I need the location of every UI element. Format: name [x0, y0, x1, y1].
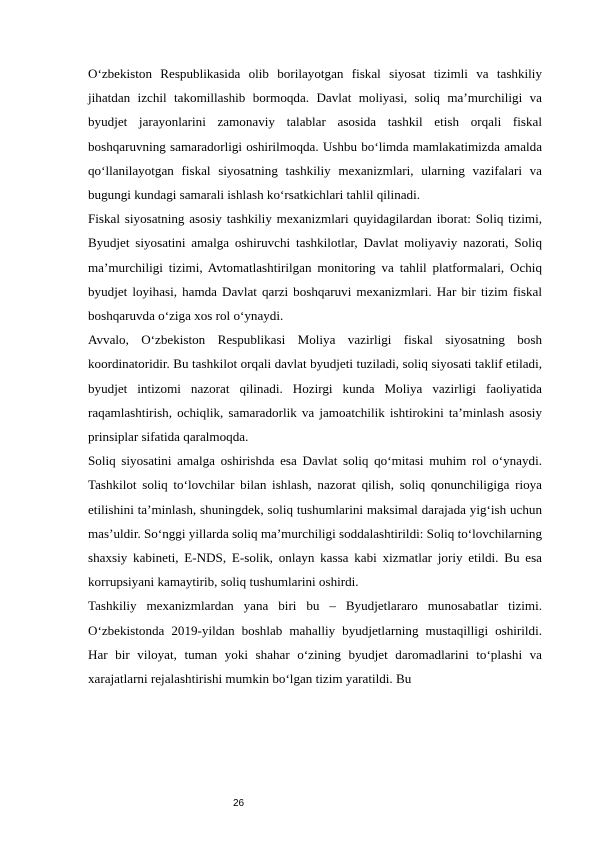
paragraph-mechanisms: Fiskal siyosatning asosiy tashkiliy mexanizmlari quyidagilardan iborat: Soliq tizimi, Byudjet siyosatini amalga oshiruvchi tashkilotlar, Davlat moliyaviy nazorati, Soliq ma’murchiligi tizimi, Avtomatlashtirilgan monitoring va tahlil platformalari, Ochiq byudjet loyihasi, hamda Davlat qarzi boshqaruvi mexanizmlari. Har bir tizim fiskal boshqaruvda o‘ziga xos rol o‘ynaydi. [88, 211, 542, 324]
paragraph-interbudget-relations: Tashkiliy mexanizmlardan yana biri bu – Byudjetlararo munosabatlar tizimi. O‘zbekistonda 2019-yildan boshlab mahalliy byudjetlarning mustaqilligi oshirildi. Har bir viloyat, tuman yoki shahar o‘zining byudjet daromadlarini to‘plashi va xarajatlarni rejalashtirishi mumkin bo‘lgan tizim yaratildi. Bu [88, 598, 542, 687]
document-body [88, 62, 542, 691]
paragraph-intro: O‘zbekiston Respublikasida olib borilayotgan fiskal siyosat tizimli va tashkiliy jihatdan izchil takomillashib bormoqda. Davlat moliyasi, soliq ma’murchiligi va byudjet jarayonlarini zamonaviy talablar asosida tashkil etish orqali fiskal boshqaruvning samaradorligi oshirilmoqda. Ushbu bo‘limda mamlakatimizda amalda qo‘llanilayotgan fiskal siyosatning tashkiliy mexanizmlari, ularning vazifalari va bugungi kundagi samarali ishlash ko‘rsatkichlari tahlil qilinadi. [88, 66, 542, 203]
paragraph-ministry-of-finance: Avvalo, O‘zbekiston Respublikasi Moliya vazirligi fiskal siyosatning bosh koordinatoridir. Bu tashkilot orqali davlat byudjeti tuziladi, soliq siyosati taklif etiladi, byudjet intizomi nazorat qilinadi. Hozirgi kunda Moliya vazirligi faoliyatida raqamlashtirish, ochiqlik, samaradorlik va jamoatchilik ishtirokini ta’minlash asosiy prinsiplar sifatida qaralmoqda. [88, 332, 542, 445]
paragraph-tax-committee: Soliq siyosatini amalga oshirishda esa Davlat soliq qo‘mitasi muhim rol o‘ynaydi. Tashkilot soliq to‘lovchilar bilan ishlash, nazorat qilish, soliq qonunchiligiga rioya etilishini ta’minlash, shuningdek, soliq tushumlarini maksimal darajada yig‘ish uchun mas’uldir. So‘nggi yillarda soliq ma’murchiligi soddalashtirildi: Soliq to‘lovchilarning shaxsiy kabineti, E-NDS, E-solik, onlayn kassa kabi xizmatlar joriy etildi. Bu esa korrupsiyani kamaytirib, soliq tushumlarini oshirdi. [88, 453, 542, 590]
page-number: 26 [233, 798, 245, 809]
